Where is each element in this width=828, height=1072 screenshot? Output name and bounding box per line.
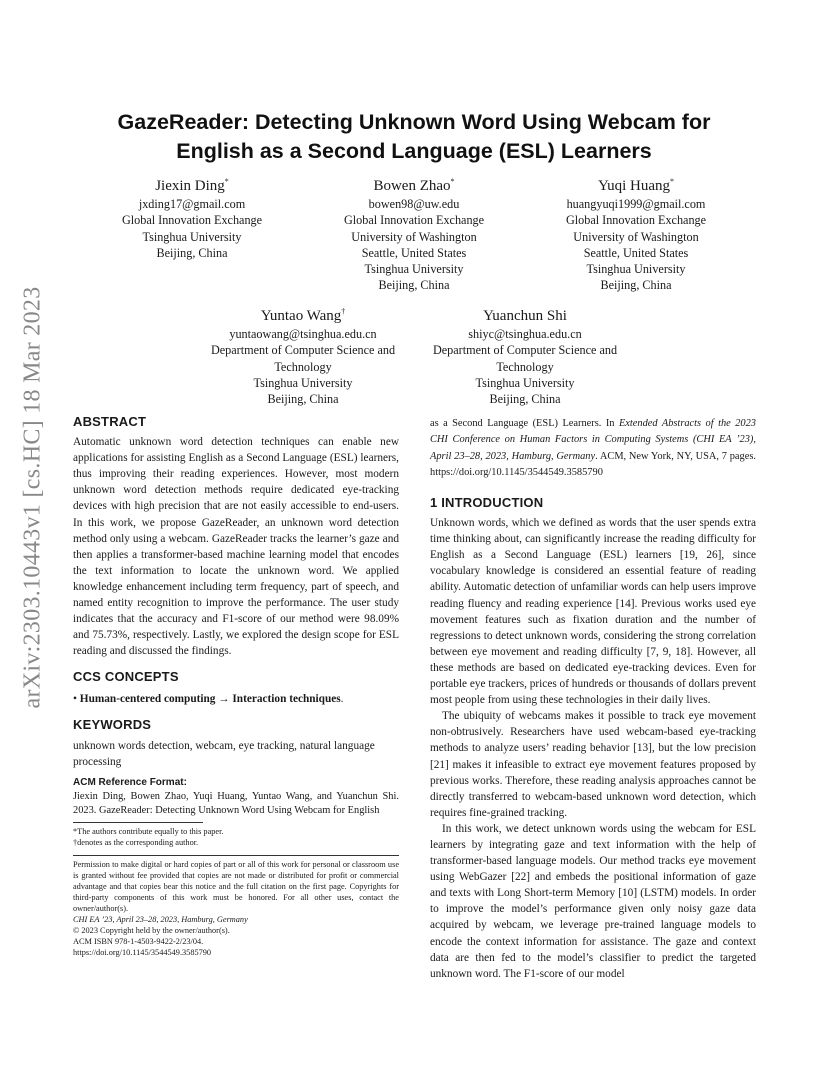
- author-email: huangyuqi1999@gmail.com: [566, 197, 706, 211]
- copyright-text: © 2023 Copyright held by the owner/author(s).: [73, 926, 230, 935]
- title-line-1: GazeReader: Detecting Unknown Word Using Webcam for: [117, 110, 711, 134]
- author-email: bowen98@uw.edu: [368, 197, 460, 211]
- footnote-corresponding: †denotes as the corresponding author.: [73, 838, 199, 847]
- intro-heading: 1 INTRODUCTION: [430, 495, 544, 510]
- arxiv-id: arXiv:2303.10443v1 [cs.HC] 18 Mar 2023: [19, 285, 46, 709]
- doi-link[interactable]: https://doi.org/10.1145/3544549.3585790: [73, 948, 212, 957]
- author-affiliation: Global Innovation Exchange: [565, 213, 707, 228]
- abstract-heading: ABSTRACT: [73, 414, 147, 429]
- isbn-text: ACM ISBN 978-1-4503-9422-2/23/04.: [73, 937, 204, 946]
- keywords-heading: KEYWORDS: [73, 716, 152, 732]
- author-name: Jiexin Ding*: [155, 177, 229, 194]
- author-location: Beijing, China: [156, 245, 228, 260]
- permission-text: Permission to make digital or hard copies of part or all of this work for personal or classroom use is granted without fee provided that copies are not made or distributed for profit or commercial advantage and that copies bear this notice and the full citation on the first page. Copyrights for third-party components of this work must be honored. For all other uses, contact the owner/author(s).: [73, 860, 399, 913]
- left-column: [73, 414, 399, 819]
- author-location: Beijing, China: [267, 392, 339, 407]
- author-affiliation: Technology: [274, 359, 332, 374]
- author-email: shiyc@tsinghua.edu.cn: [468, 327, 582, 341]
- ccs-heading: CCS CONCEPTS: [73, 669, 179, 685]
- author-location: Seattle, United States: [361, 245, 467, 260]
- author-affiliation: Global Innovation Exchange: [121, 213, 263, 228]
- footnote-rule: [73, 822, 203, 823]
- author-email: yuntaowang@tsinghua.edu.cn: [229, 327, 377, 341]
- author-affiliation: Department of Computer Science and: [210, 343, 396, 358]
- acm-ref-text: Jiexin Ding, Bowen Zhao, Yuqi Huang, Yuntao Wang, and Yuanchun Shi. 2023. GazeReader: Detecting Unknown Word Using Webcam for English: [73, 790, 399, 817]
- author-location: Beijing, China: [378, 278, 450, 293]
- intro-paragraph: Unknown words, which we defined as words that the user spends extra time thinking about, can significantly increase the reading difficulty for English as a Second Language (ESL) learners [19, 26], since vocabulary knowledge is considered an essential feature of reading ability. Automatic detection of unfamiliar words can help users improve reading fluency and reading experience [14]. Previous works used eye movement features such as fixation duration and the number of regressions to detect unknown words, considering the strong correlation between eye movement and reading difficulty [7, 9, 18]. However, all these methods are based on dedicated eye-tracking devices. Even for portable eye trackers, prices of hundreds or thousands of dollars prevent most people from using these technologies in their daily lives.: [430, 517, 756, 707]
- ccs-concept-text: Human-centered computing → Interaction techniques: [79, 692, 341, 705]
- paper-title: [74, 108, 754, 166]
- acm-ref-heading: ACM Reference Format:: [73, 776, 187, 788]
- author-affiliation: University of Washington: [573, 229, 699, 244]
- author-email: jxding17@gmail.com: [138, 197, 246, 211]
- author-affiliation: Global Innovation Exchange: [343, 213, 485, 228]
- permission-rule: [73, 855, 399, 856]
- author-location: Seattle, United States: [583, 245, 689, 260]
- author-location: Beijing, China: [600, 278, 672, 293]
- author-affiliation: Tsinghua University: [364, 262, 464, 277]
- author-block: [102, 172, 282, 261]
- arxiv-sidebar: [13, 262, 53, 732]
- acm-ref-continuation: as a Second Language (ESL) Learners. In Extended Abstracts of the 2023 CHI Conference on Human Factors in Computing Systems (CHI EA ’23), April 23–28, 2023, Hamburg, Germany. ACM, New York, NY, USA, 7 pages. https://doi.org/10.1145/3544549.3585790: [430, 418, 756, 478]
- intro-paragraph: The ubiquity of webcams makes it possible to track eye movement non-obtrusively. Researchers have used webcam-based eye-tracking methods to analyze users’ reading behavior [13], but the low precision [21] makes it infeasible to extract eye movement features proposed by previous works. Therefore, these reading analysis approaches cannot be directly transferred to webcam-based unknown word detection, which requires fine-grained tracking.: [430, 710, 756, 819]
- author-name: Bowen Zhao*: [373, 177, 455, 194]
- author-affiliation: Tsinghua University: [586, 262, 686, 277]
- footnote-equal: *The authors contribute equally to this paper.: [73, 827, 224, 836]
- author-affiliation: Tsinghua University: [253, 375, 353, 390]
- author-block: [324, 172, 504, 294]
- ccs-concepts: • Human-centered computing → Interaction techniques.: [73, 692, 344, 705]
- author-block: [418, 302, 632, 407]
- author-name: Yuqi Huang*: [597, 177, 675, 194]
- author-name: Yuntao Wang†: [260, 307, 346, 324]
- author-affiliation: Tsinghua University: [475, 375, 575, 390]
- title-line-2: English as a Second Language (ESL) Learners: [176, 139, 652, 163]
- footnotes: [73, 826, 399, 848]
- author-block: [546, 172, 726, 294]
- introduction-section: [430, 495, 756, 982]
- venue-text: CHI EA ’23, April 23–28, 2023, Hamburg, Germany: [73, 915, 248, 924]
- permission-block: [73, 859, 399, 958]
- author-affiliation: University of Washington: [351, 229, 477, 244]
- author-block: [196, 302, 410, 407]
- author-name: Yuanchun Shi: [483, 308, 567, 324]
- author-affiliation: Department of Computer Science and: [432, 343, 618, 358]
- author-location: Beijing, China: [489, 392, 561, 407]
- intro-paragraph: In this work, we detect unknown words using the webcam for ESL learners by integrating gaze and text information with the help of transformer-based language models. Our method tracks eye movement using WebGazer [22] and embeds the positional information of gaze and texts with Long Short-term Memory [10] (LSTM) models. In order to improve the model’s performance given only noisy gaze data acquired by webcam, we leverage pre-trained language models to encode the context information for assistance. The gaze and context data are then fed to the model’s classifier to predict the targeted unknown word. The F1-score of our model: [430, 822, 756, 980]
- keywords-text: unknown words detection, webcam, eye tracking, natural language processing: [73, 739, 375, 768]
- author-affiliation: Technology: [496, 359, 554, 374]
- abstract-text: Automatic unknown word detection techniques can enable new applications for assisting English as a Second Language (ESL) learners, thus improving their reading experiences. However, most modern unknown word detection methods require dedicated eye-tracking devices with high precision that are not easily accessible to end-users. In this work, we propose GazeReader, an unknown word detection method only using a webcam. GazeReader tracks the learner’s gaze and then applies a transformer-based machine learning model that encodes the text information to locate the unknown word. We applied knowledge enhancement including term frequency, part of speech, and named entity recognition to improve the performance. The user study indicates that the accuracy and F1-score of our method were 98.09% and 75.73%, respectively. Lastly, we explored the design scope for ESL reading and discussed the findings.: [73, 436, 399, 658]
- author-affiliation: Tsinghua University: [142, 229, 242, 244]
